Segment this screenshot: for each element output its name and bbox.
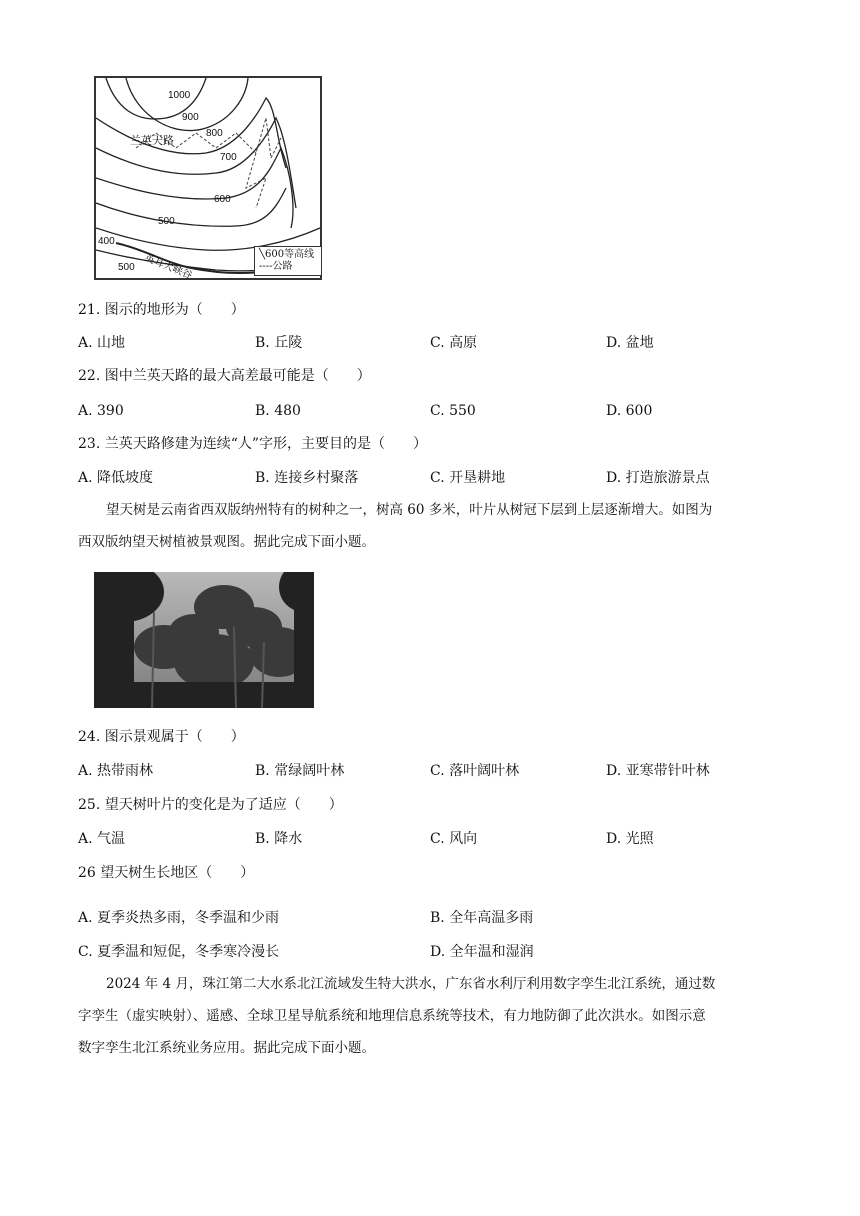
contour-line — [96, 118, 296, 208]
q25-option-b[interactable]: B. 降水 — [255, 831, 303, 847]
road-line — [246, 153, 266, 208]
contour-label: 700 — [220, 152, 237, 163]
road-label: 兰英天路 — [130, 135, 174, 147]
q22-option-d[interactable]: D. 600 — [606, 403, 653, 419]
q21-option-d[interactable]: D. 盆地 — [606, 335, 654, 351]
legend-road: ----公路 — [259, 261, 293, 272]
q23-option-b[interactable]: B. 连接乡村聚落 — [255, 470, 359, 486]
contour-label: 900 — [182, 112, 199, 123]
contour-label: 500 — [118, 262, 135, 273]
q25-option-a[interactable]: A. 气温 — [78, 831, 126, 847]
question-25: 25. 望天树叶片的变化是为了适应（ ） — [78, 797, 343, 813]
q24-option-c[interactable]: C. 落叶阔叶林 — [430, 763, 520, 779]
map-legend — [254, 246, 322, 276]
passage-line: 字孪生（虚实映射）、遥感、全球卫星导航系统和地理信息系统等技术，有力地防御了此次洪水。如图示意 — [78, 1008, 706, 1024]
q23-option-d[interactable]: D. 打造旅游景点 — [606, 470, 710, 486]
forest-illustration — [94, 572, 314, 708]
passage-line: 数字孪生北江系统业务应用。据此完成下面小题。 — [78, 1040, 375, 1056]
question-22: 22. 图中兰英天路的最大高差最可能是（ ） — [78, 368, 371, 384]
contour-label: 500 — [158, 216, 175, 227]
q24-option-b[interactable]: B. 常绿阔叶林 — [255, 763, 345, 779]
road-symbol-icon: ---- — [259, 261, 273, 272]
contour-label: 800 — [206, 128, 223, 139]
q26-option-a[interactable]: A. 夏季炎热多雨，冬季温和少雨 — [78, 910, 280, 926]
rainforest-photo — [94, 572, 314, 708]
contour-label: 600 — [214, 194, 231, 205]
question-24: 24. 图示景观属于（ ） — [78, 729, 245, 745]
q21-option-c[interactable]: C. 高原 — [430, 335, 478, 351]
passage-line: 西双版纳望天树植被景观图。据此完成下面小题。 — [78, 534, 375, 550]
contour-line — [96, 148, 293, 228]
contour-line — [96, 188, 286, 226]
canyon-label: 英耳大峡谷 — [142, 252, 194, 278]
contour-label: 400 — [98, 236, 115, 247]
contour-label: 1000 — [168, 90, 191, 101]
q23-option-a[interactable]: A. 降低坡度 — [78, 470, 154, 486]
q22-option-a[interactable]: A. 390 — [78, 403, 124, 419]
contour-symbol-icon: ╲ — [259, 249, 266, 260]
passage-line: 2024 年 4 月，珠江第二大水系北江流域发生特大洪水，广东省水利厅利用数字孪生北江系统，通过数 — [106, 976, 716, 992]
question-26: 26 望天树生长地区（ ） — [78, 865, 255, 881]
q22-option-c[interactable]: C. 550 — [430, 403, 476, 419]
q26-option-d[interactable]: D. 全年温和湿润 — [430, 944, 534, 960]
question-23: 23. 兰英天路修建为连续“人”字形，主要目的是（ ） — [78, 436, 428, 452]
q24-option-a[interactable]: A. 热带雨林 — [78, 763, 154, 779]
q21-option-a[interactable]: A. 山地 — [78, 335, 126, 351]
q25-option-d[interactable]: D. 光照 — [606, 831, 654, 847]
question-21: 21. 图示的地形为（ ） — [78, 302, 245, 318]
q22-option-b[interactable]: B. 480 — [255, 403, 301, 419]
passage-line: 望天树是云南省西双版纳州特有的树种之一，树高 60 多米，叶片从树冠下层到上层逐渐增大。如图为 — [106, 502, 713, 518]
contour-map-figure — [94, 76, 322, 280]
q25-option-c[interactable]: C. 风向 — [430, 831, 478, 847]
q26-option-c[interactable]: C. 夏季温和短促，冬季寒冷漫长 — [78, 944, 280, 960]
q26-option-b[interactable]: B. 全年高温多雨 — [430, 910, 534, 926]
legend-contour: ╲600等高线 — [259, 249, 315, 260]
passage-wangtianshu — [78, 494, 788, 558]
q24-option-d[interactable]: D. 亚寒带针叶林 — [606, 763, 710, 779]
passage-beijiang — [78, 968, 788, 1064]
q23-option-c[interactable]: C. 开垦耕地 — [430, 470, 506, 486]
q21-option-b[interactable]: B. 丘陵 — [255, 335, 303, 351]
